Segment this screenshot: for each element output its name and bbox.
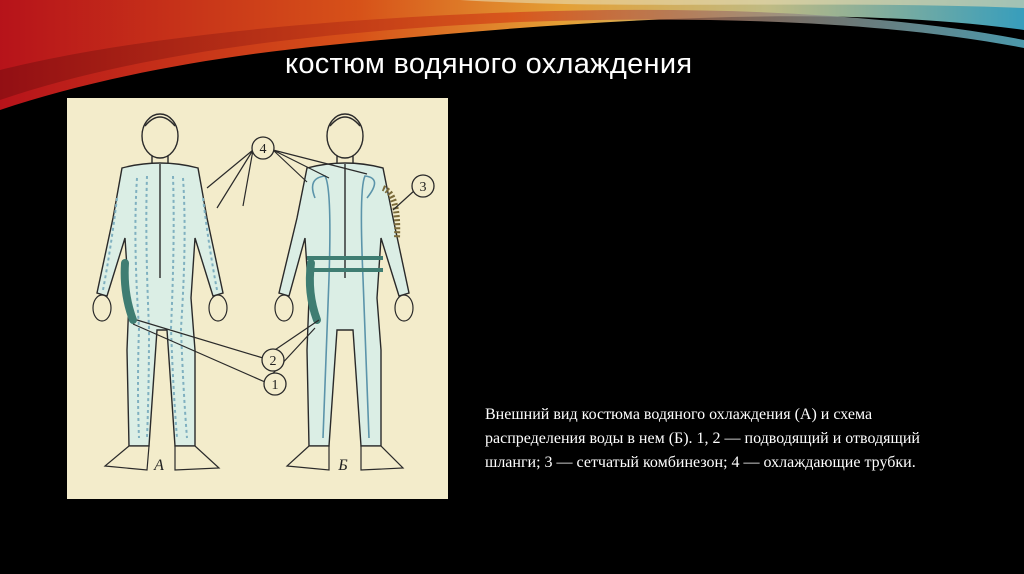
figure-b-suit	[275, 114, 413, 470]
figure-a-suit	[93, 114, 227, 470]
figure-caption: Внешний вид костюма водяного охлаждения (А) и схема распределения воды в нем (Б). 1, 2 — подводящий и отводящий шланги; 3 — сетчатый комбинезон; 4 — охлаждающие трубки.	[485, 406, 920, 471]
svg-text:4: 4	[259, 142, 267, 157]
slide-title: костюм водяного охлаждения	[285, 48, 693, 80]
figure-label-b: Б	[338, 457, 348, 474]
callout-2	[262, 349, 284, 371]
svg-text:1: 1	[271, 378, 279, 393]
svg-text:3: 3	[419, 180, 427, 195]
cooling-suit-illustration	[67, 98, 448, 499]
svg-text:2: 2	[269, 354, 277, 369]
callout-4	[252, 137, 274, 159]
callout-3	[412, 175, 434, 197]
callout-1	[264, 373, 286, 395]
figure-label-a: А	[154, 457, 164, 474]
